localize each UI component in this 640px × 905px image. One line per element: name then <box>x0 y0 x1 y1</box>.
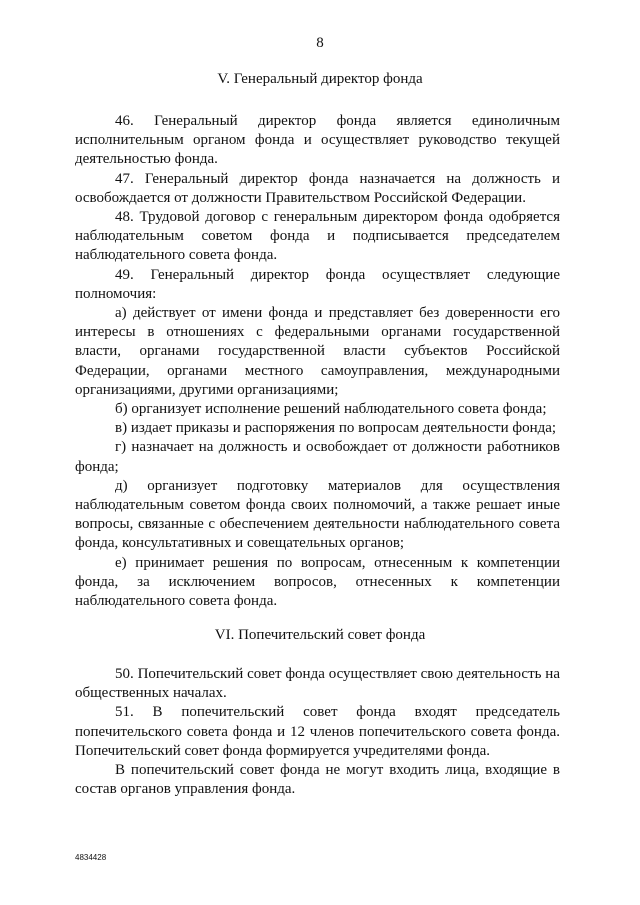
paragraph-48: 48. Трудовой договор с генеральным директором фонда одобряется наблюдательным советом фонда и подписывается председателем наблюдательного совета фонда. <box>75 209 560 264</box>
paragraph-46: 46. Генеральный директор фонда является единоличным исполнительным органом фонда и осуществляет руководство текущей деятельностью фонда. <box>75 113 560 168</box>
section-5-heading: V. Генеральный директор фонда <box>217 71 423 87</box>
section-6-body <box>75 665 560 799</box>
paragraph-47: 47. Генеральный директор фонда назначается на должность и освобождается от должности Правительством Российской Федерации. <box>75 170 560 206</box>
subparagraph-a: а) действует от имени фонда и представляет без доверенности его интересы в отношениях с федеральными органами государственной власти, органами государственной власти субъектов Российской Федерации, органами местного самоуправления, международными организациями, другими организациями; <box>75 305 560 398</box>
subparagraph-e: е) принимает решения по вопросам, отнесенным к компетенции фонда, за исключением вопросов, отнесенных к компетенции наблюдательного совета фонда. <box>75 554 560 610</box>
document-code: 4834428 <box>75 853 107 862</box>
subparagraph-b: б) организует исполнение решений наблюдательного совета фонда; <box>115 401 547 418</box>
subparagraph-v: в) издает приказы и распоряжения по вопросам деятельности фонда; <box>115 420 557 437</box>
paragraph-50: 50. Попечительский совет фонда осуществляет свою деятельность на общественных началах. <box>75 666 560 702</box>
section-6-heading: VI. Попечительский совет фонда <box>214 627 426 643</box>
subparagraph-g: г) назначает на должность и освобождает от должности работников фонда; <box>75 439 560 475</box>
section-5-body <box>75 112 560 611</box>
paragraph-51: 51. В попечительский совет фонда входят председатель попечительского совета фонда и 12 членов попечительского совета фонда. Попечительский совет фонда формируется учредителями фонда. <box>75 704 560 759</box>
paragraph-51-continued: В попечительский совет фонда не могут входить лица, входящие в состав органов управления фонда. <box>75 762 560 798</box>
page-number: 8 <box>316 35 324 51</box>
subparagraph-d: д) организует подготовку материалов для осуществления наблюдательным советом фонда своих полномочий, а также решает иные вопросы, связанные с обеспечением деятельности наблюдательного совета фонда, консультативных и совещательных органов; <box>75 477 560 552</box>
paragraph-49: 49. Генеральный директор фонда осуществляет следующие полномочия: <box>75 266 560 302</box>
